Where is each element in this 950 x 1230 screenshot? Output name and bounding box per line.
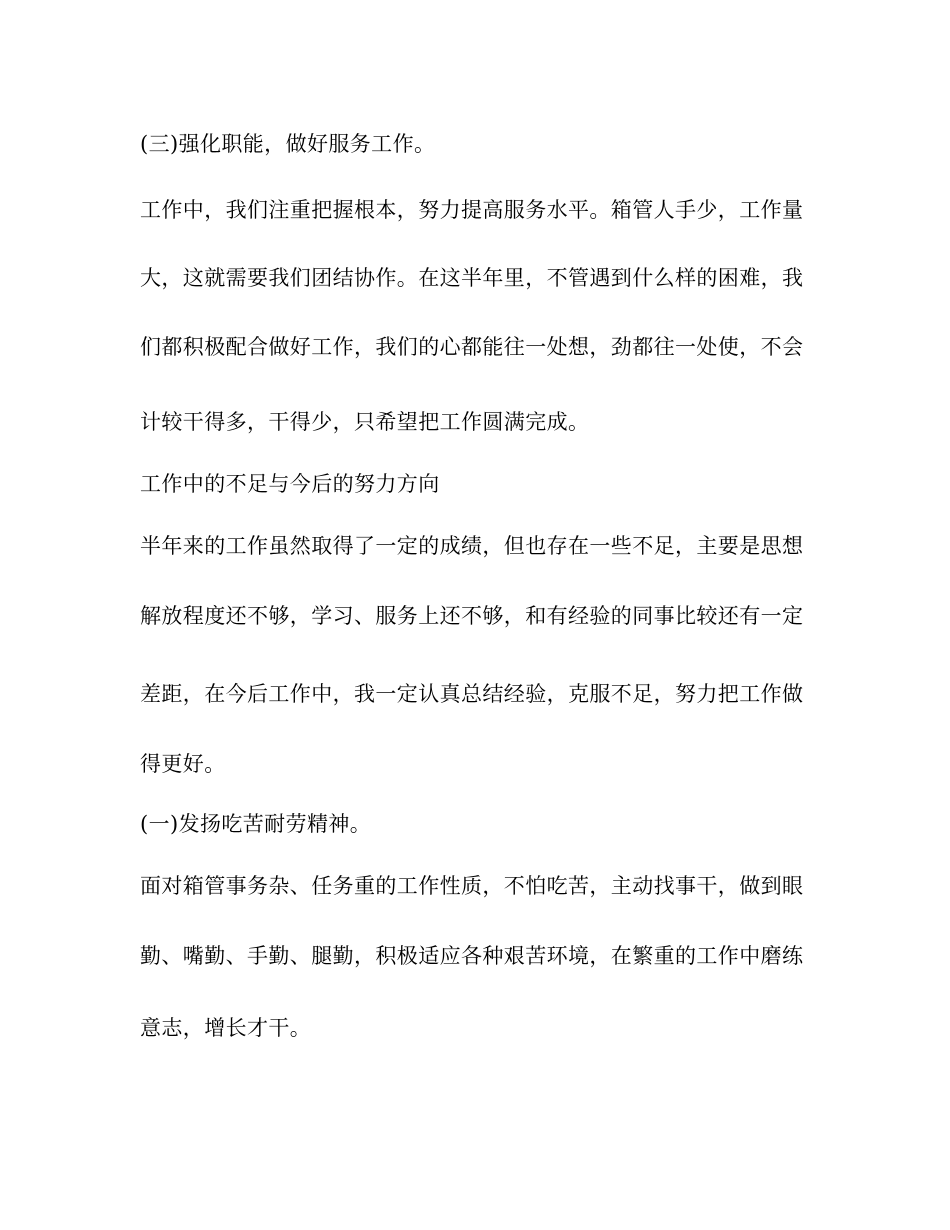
- section-heading-strengthen-functions: (三)强化职能，做好服务工作。: [140, 132, 436, 156]
- paragraph-line: 计较干得多，干得少，只希望把工作圆满完成。: [140, 410, 590, 434]
- paragraph-line: 半年来的工作虽然取得了一定的成绩，但也存在一些不足，主要是思想: [140, 534, 804, 558]
- paragraph-line: 大，这就需要我们团结协作。在这半年里，不管遇到什么样的困难，我: [140, 266, 804, 290]
- paragraph-line: 差距，在今后工作中，我一定认真总结经验，克服不足，努力把工作做: [140, 682, 804, 706]
- paragraph-line: 意志，增长才干。: [140, 1016, 312, 1040]
- paragraph-line: 解放程度还不够，学习、服务上还不够，和有经验的同事比较还有一定: [140, 604, 804, 628]
- paragraph-line: 们都积极配合做好工作，我们的心都能往一处想，劲都往一处使，不会: [140, 335, 804, 359]
- section-heading-shortcomings: 工作中的不足与今后的努力方向: [140, 472, 440, 496]
- paragraph-line: 面对箱管事务杂、任务重的工作性质，不怕吃苦，主动找事干，做到眼: [140, 874, 804, 898]
- paragraph-line: 工作中，我们注重把握根本，努力提高服务水平。箱管人手少，工作量: [140, 198, 804, 222]
- section-heading-hard-work-spirit: (一)发扬吃苦耐劳精神。: [140, 812, 372, 836]
- paragraph-line: 勤、嘴勤、手勤、腿勤，积极适应各种艰苦环境，在繁重的工作中磨练: [140, 944, 804, 968]
- paragraph-line: 得更好。: [140, 752, 226, 776]
